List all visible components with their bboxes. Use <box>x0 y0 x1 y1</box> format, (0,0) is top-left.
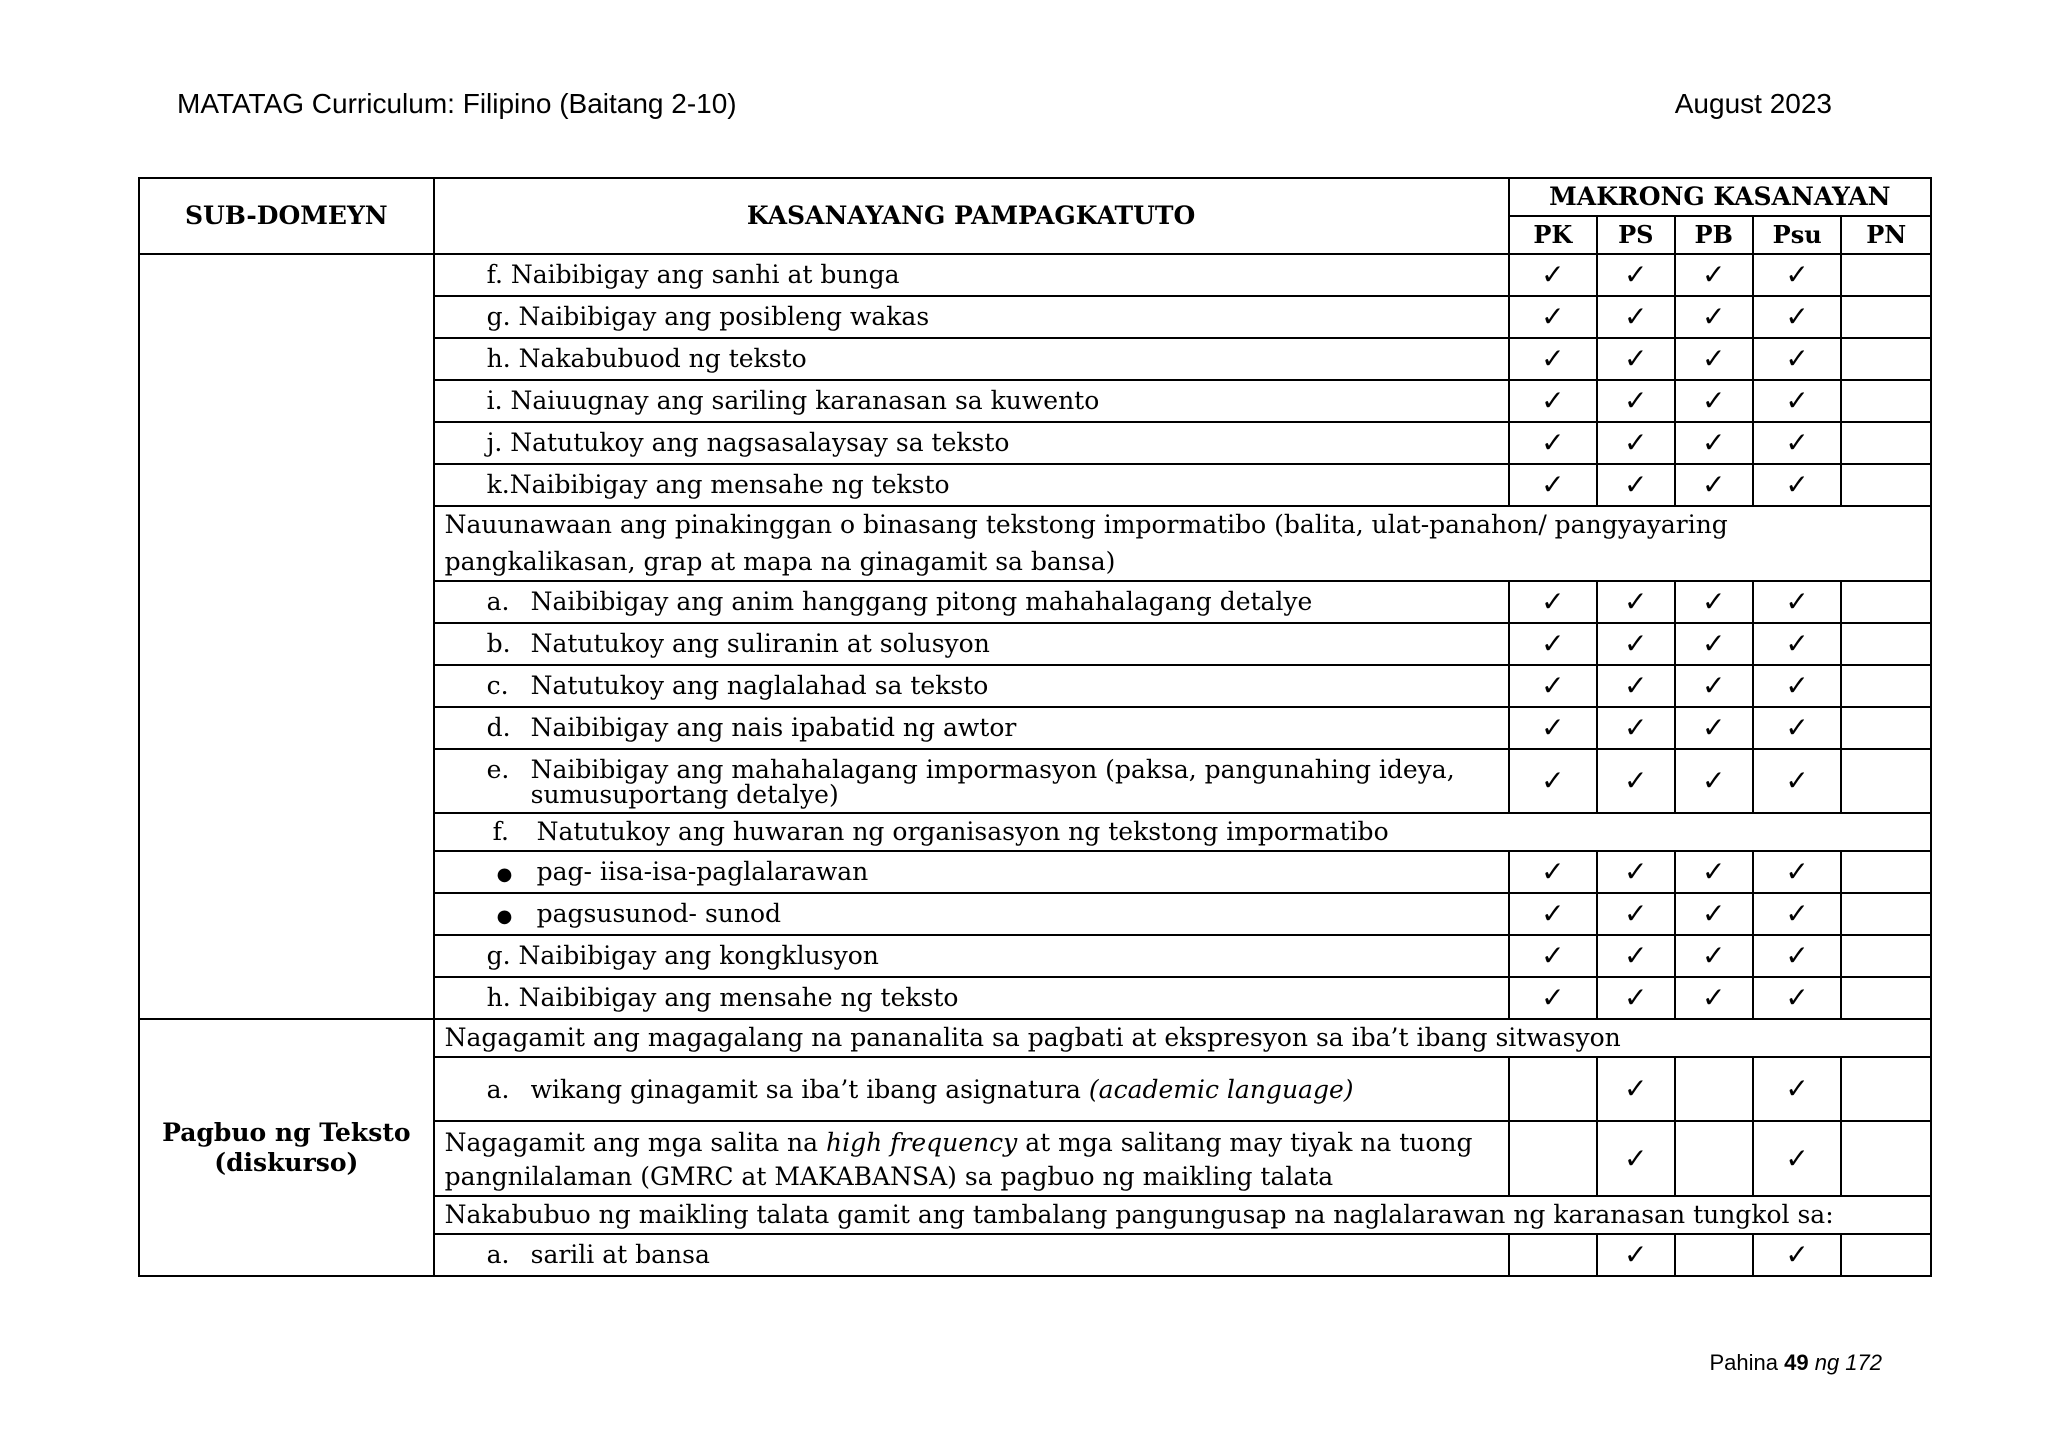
bullet-item <box>434 893 1509 935</box>
header-subdomain: SUB-DOMEYN <box>139 178 434 254</box>
check-pn <box>1841 1121 1931 1196</box>
check-ps: ✓ <box>1597 749 1674 813</box>
skill-item <box>434 665 1509 707</box>
check-pn <box>1841 464 1931 506</box>
check-pn <box>1841 749 1931 813</box>
item-label: f. <box>492 817 509 846</box>
header-pn: PN <box>1841 216 1931 254</box>
item-text: Naibibigay ang nais ipabatid ng awtor <box>530 713 1017 742</box>
item-label: d. <box>486 713 511 742</box>
competency-heading: Nauunawaan ang pinakinggan o binasang tekstong impormatibo (balita, ulat-panahon/ pangyayaring pangkalikasan, grap at mapa na ginagamit sa bansa) <box>434 506 1931 581</box>
check-psu: ✓ <box>1753 464 1841 506</box>
check-ps: ✓ <box>1597 581 1674 623</box>
header-psu: Psu <box>1753 216 1841 254</box>
text-italic: high frequency <box>826 1127 1018 1157</box>
check-ps: ✓ <box>1597 1121 1674 1196</box>
check-ps: ✓ <box>1597 977 1674 1019</box>
item-text: Natutukoy ang huwaran ng organisasyon ng tekstong impormatibo <box>536 817 1389 846</box>
text-part-a: Nagagamit ang mga salita na <box>444 1127 819 1157</box>
check-pb: ✓ <box>1675 380 1753 422</box>
skill-text: h. Nakabubuod ng teksto <box>434 338 1509 380</box>
item-text: sarili at bansa <box>530 1240 710 1269</box>
check-pb: ✓ <box>1675 581 1753 623</box>
check-ps: ✓ <box>1597 464 1674 506</box>
competency-text <box>434 1121 1509 1196</box>
check-pb: ✓ <box>1675 464 1753 506</box>
skill-item <box>434 581 1509 623</box>
check-pn <box>1841 893 1931 935</box>
skill-text: j. Natutukoy ang nagsasalaysay sa teksto <box>434 422 1509 464</box>
check-psu: ✓ <box>1753 851 1841 893</box>
check-pn <box>1841 977 1931 1019</box>
table-header-row <box>139 178 1931 216</box>
check-pk: ✓ <box>1509 893 1597 935</box>
check-pb <box>1675 1234 1753 1276</box>
check-ps: ✓ <box>1597 296 1674 338</box>
check-psu: ✓ <box>1753 1121 1841 1196</box>
skill-text: i. Naiuugnay ang sariling karanasan sa kuwento <box>434 380 1509 422</box>
check-pb: ✓ <box>1675 851 1753 893</box>
check-ps: ✓ <box>1597 338 1674 380</box>
check-pk: ✓ <box>1509 935 1597 977</box>
check-pk <box>1509 1057 1597 1121</box>
check-ps: ✓ <box>1597 893 1674 935</box>
skill-item <box>434 813 1931 851</box>
check-pb: ✓ <box>1675 977 1753 1019</box>
check-psu: ✓ <box>1753 935 1841 977</box>
check-pn <box>1841 1057 1931 1121</box>
item-label: a. <box>486 587 510 616</box>
check-pn <box>1841 665 1931 707</box>
page-footer <box>1709 1350 1882 1376</box>
skill-text: k.Naibibigay ang mensahe ng teksto <box>434 464 1509 506</box>
subdomain-line2: (diskurso) <box>214 1147 359 1177</box>
check-psu: ✓ <box>1753 707 1841 749</box>
item-text: wikang ginagamit sa iba’t ibang asignatura <box>530 1075 1081 1104</box>
document-title: MATATAG Curriculum: Filipino (Baitang 2-10) <box>177 88 737 119</box>
curriculum-table <box>138 177 1932 1277</box>
check-pb: ✓ <box>1675 749 1753 813</box>
check-pk: ✓ <box>1509 851 1597 893</box>
check-pk <box>1509 1121 1597 1196</box>
check-pk: ✓ <box>1509 623 1597 665</box>
check-ps: ✓ <box>1597 935 1674 977</box>
check-psu: ✓ <box>1753 623 1841 665</box>
check-pk: ✓ <box>1509 296 1597 338</box>
check-psu: ✓ <box>1753 749 1841 813</box>
competency-heading: Nagagamit ang magagalang na pananalita sa pagbati at ekspresyon sa iba’t ibang sitwasyon <box>434 1019 1931 1057</box>
skill-item <box>434 1234 1509 1276</box>
check-pk: ✓ <box>1509 581 1597 623</box>
check-pn <box>1841 296 1931 338</box>
check-pn <box>1841 935 1931 977</box>
bullet-icon: ● <box>496 864 513 885</box>
check-pk: ✓ <box>1509 749 1597 813</box>
item-text: pagsusunod- sunod <box>536 899 782 928</box>
bullet-icon: ● <box>496 906 513 927</box>
check-pb: ✓ <box>1675 707 1753 749</box>
check-pn <box>1841 338 1931 380</box>
skill-text: g. Naibibigay ang kongklusyon <box>434 935 1509 977</box>
check-pn <box>1841 623 1931 665</box>
check-pn <box>1841 707 1931 749</box>
check-psu: ✓ <box>1753 977 1841 1019</box>
skill-item <box>434 1057 1509 1121</box>
skill-text: h. Naibibigay ang mensahe ng teksto <box>434 977 1509 1019</box>
table-row <box>139 1019 1931 1057</box>
item-label: c. <box>486 671 509 700</box>
check-psu: ✓ <box>1753 296 1841 338</box>
check-pk: ✓ <box>1509 464 1597 506</box>
check-psu: ✓ <box>1753 254 1841 296</box>
text-part-b: at mga salitang may tiyak na tuong pangnilalaman (GMRC at MAKABANSA) sa pagbuo ng maikling talata <box>444 1127 1473 1191</box>
check-pn <box>1841 851 1931 893</box>
skill-item <box>434 707 1509 749</box>
check-pk: ✓ <box>1509 707 1597 749</box>
subdomain-cell-empty <box>139 254 434 1019</box>
check-pk: ✓ <box>1509 254 1597 296</box>
header-macro: MAKRONG KASANAYAN <box>1509 178 1931 216</box>
check-pk: ✓ <box>1509 422 1597 464</box>
check-psu: ✓ <box>1753 581 1841 623</box>
check-psu: ✓ <box>1753 1234 1841 1276</box>
table-row <box>139 254 1931 296</box>
check-pb: ✓ <box>1675 338 1753 380</box>
check-pk: ✓ <box>1509 338 1597 380</box>
check-pb: ✓ <box>1675 623 1753 665</box>
skill-text: g. Naibibigay ang posibleng wakas <box>434 296 1509 338</box>
check-ps: ✓ <box>1597 851 1674 893</box>
check-pn <box>1841 581 1931 623</box>
check-pk <box>1509 1234 1597 1276</box>
check-pk: ✓ <box>1509 665 1597 707</box>
check-pn <box>1841 380 1931 422</box>
check-psu: ✓ <box>1753 380 1841 422</box>
check-ps: ✓ <box>1597 665 1674 707</box>
check-pn <box>1841 1234 1931 1276</box>
check-ps: ✓ <box>1597 380 1674 422</box>
skill-item <box>434 623 1509 665</box>
document-date: August 2023 <box>1674 88 1832 119</box>
item-label: a. <box>486 1240 510 1269</box>
header-pk: PK <box>1509 216 1597 254</box>
check-ps: ✓ <box>1597 707 1674 749</box>
check-ps: ✓ <box>1597 1234 1674 1276</box>
check-ps: ✓ <box>1597 623 1674 665</box>
check-psu: ✓ <box>1753 893 1841 935</box>
item-text: pag- iisa-isa-paglalarawan <box>536 857 869 886</box>
check-pb: ✓ <box>1675 254 1753 296</box>
item-label: e. <box>486 755 510 784</box>
check-pb: ✓ <box>1675 422 1753 464</box>
check-pb: ✓ <box>1675 935 1753 977</box>
subdomain-line1: Pagbuo ng Teksto <box>162 1117 411 1147</box>
check-psu: ✓ <box>1753 338 1841 380</box>
item-text: Naibibigay ang mahahalagang impormasyon (paksa, pangunahing ideya, sumusuportang detalye) <box>530 755 1455 809</box>
check-ps: ✓ <box>1597 254 1674 296</box>
page-number: 49 <box>1784 1350 1809 1375</box>
bullet-item <box>434 851 1509 893</box>
check-psu: ✓ <box>1753 422 1841 464</box>
check-pb: ✓ <box>1675 296 1753 338</box>
check-pb <box>1675 1121 1753 1196</box>
item-text: Natutukoy ang naglalahad sa teksto <box>530 671 989 700</box>
check-psu: ✓ <box>1753 1057 1841 1121</box>
check-pb: ✓ <box>1675 665 1753 707</box>
item-text: Naibibigay ang anim hanggang pitong mahahalagang detalye <box>530 587 1313 616</box>
skill-text: f. Naibibigay ang sanhi at bunga <box>434 254 1509 296</box>
check-pb <box>1675 1057 1753 1121</box>
check-pn <box>1841 422 1931 464</box>
header-ps: PS <box>1597 216 1674 254</box>
check-psu: ✓ <box>1753 665 1841 707</box>
check-pn <box>1841 254 1931 296</box>
item-label: b. <box>486 629 511 658</box>
page-total: ng 172 <box>1814 1350 1882 1375</box>
item-label: a. <box>486 1075 510 1104</box>
skill-item <box>434 749 1509 813</box>
item-text: Natutukoy ang suliranin at solusyon <box>530 629 990 658</box>
check-pk: ✓ <box>1509 977 1597 1019</box>
check-pk: ✓ <box>1509 380 1597 422</box>
subdomain-pagbuo <box>139 1019 434 1276</box>
header-pb: PB <box>1675 216 1753 254</box>
check-ps: ✓ <box>1597 422 1674 464</box>
footer-prefix: Pahina <box>1709 1350 1778 1375</box>
check-pb: ✓ <box>1675 893 1753 935</box>
competency-heading: Nakabubuo ng maikling talata gamit ang tambalang pangungusap na naglalarawan ng karanasan tungkol sa: <box>434 1196 1931 1234</box>
header-skill: KASANAYANG PAMPAGKATUTO <box>434 178 1509 254</box>
check-ps: ✓ <box>1597 1057 1674 1121</box>
item-italic: (academic language) <box>1088 1075 1354 1104</box>
